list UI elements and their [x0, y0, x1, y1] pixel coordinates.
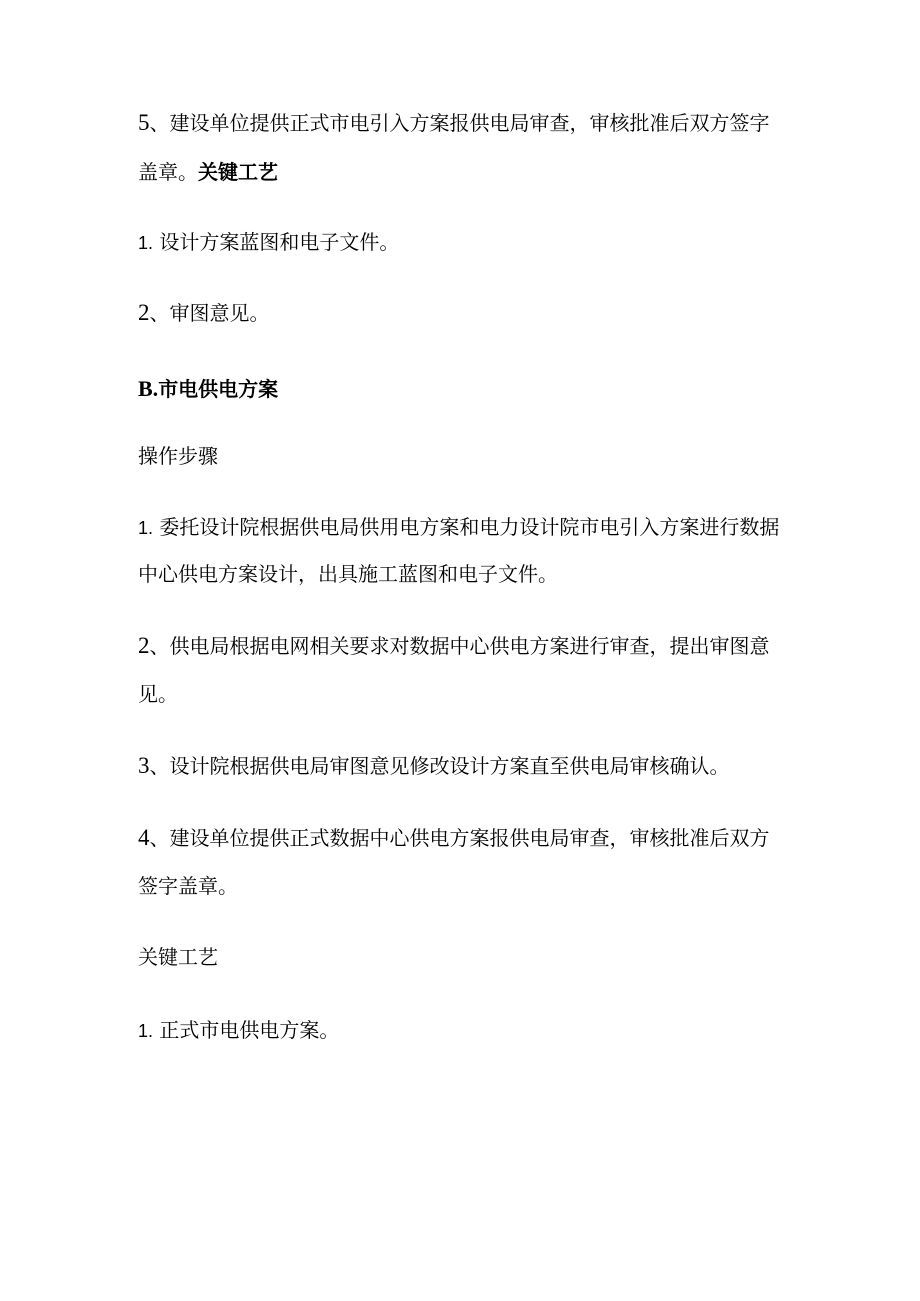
paragraph-text: 、审图意见。 — [149, 301, 270, 325]
heading-letter: B. — [138, 376, 159, 401]
item-number: 3 — [138, 753, 150, 778]
paragraph-item-5-line1 — [138, 99, 770, 147]
paragraph-text: 委托设计院根据供电局供用电方案和电力设计院市电引入方案进行数据 — [159, 515, 780, 539]
step-4-line1 — [138, 814, 770, 862]
paragraph-item-5-line2 — [138, 148, 278, 196]
paragraph-text: 正式市电供电方案。 — [159, 1018, 340, 1042]
steps-label: 操作步骤 — [138, 444, 218, 468]
paragraph-review-opinion — [138, 289, 270, 337]
item-number: 1. — [138, 1021, 154, 1041]
item-number: 2 — [138, 300, 150, 325]
item-number: 4 — [138, 825, 150, 850]
step-2-line2: 见。 — [138, 682, 178, 706]
item-number: 5 — [138, 110, 150, 135]
key-process-item-1 — [138, 1006, 339, 1055]
paragraph-text: 、建设单位提供正式市电引入方案报供电局审查，审核批准后双方签字 — [149, 111, 770, 135]
step-4-line2: 签字盖章。 — [138, 874, 238, 898]
key-process-label: 关键工艺 — [138, 945, 218, 969]
paragraph-text: 、设计院根据供电局审图意见修改设计方案直至供电局审核确认。 — [149, 754, 730, 778]
item-number: 1. — [138, 518, 154, 538]
paragraph-text: 盖章。 — [138, 160, 198, 184]
section-heading — [138, 365, 278, 413]
item-number: 1. — [138, 233, 154, 253]
item-number: 2 — [138, 633, 150, 658]
paragraph-text: 、供电局根据电网相关要求对数据中心供电方案进行审查，提出审图意 — [149, 634, 770, 658]
bold-label-key-process: 关键工艺 — [198, 160, 278, 184]
heading-text: 市电供电方案 — [158, 377, 279, 401]
step-3 — [138, 742, 730, 790]
step-2-line1 — [138, 622, 770, 670]
paragraph-text: 、建设单位提供正式数据中心供电方案报供电局审查，审核批准后双方 — [149, 826, 770, 850]
paragraph-text: 设计方案蓝图和电子文件。 — [159, 230, 400, 254]
step-1-line1 — [138, 503, 779, 552]
paragraph-design-files — [138, 218, 399, 267]
step-1-line2: 中心供电方案设计，出具施工蓝图和电子文件。 — [138, 562, 558, 586]
